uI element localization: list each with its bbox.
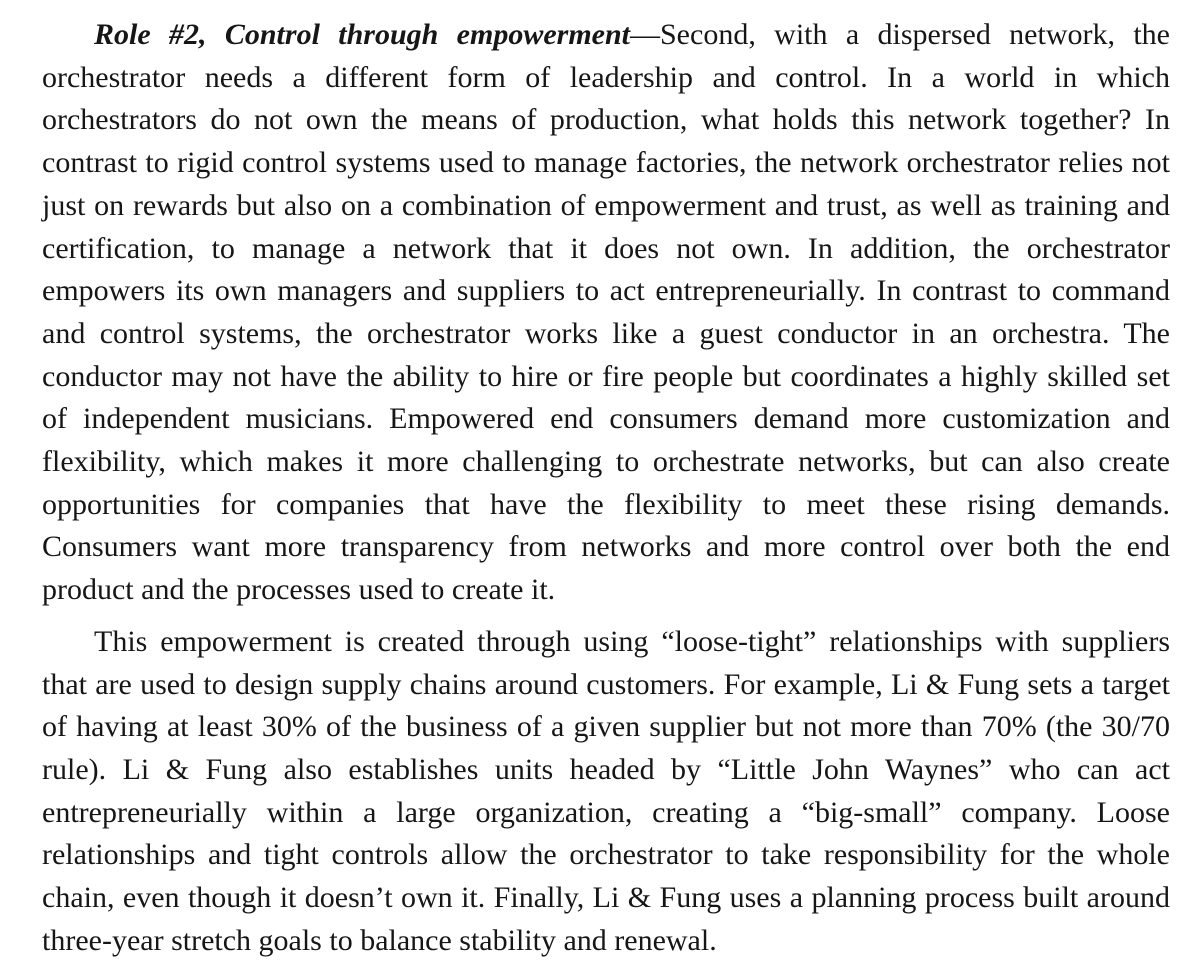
document-page	[42, 14, 1170, 962]
paragraph-empowerment	[42, 621, 1170, 963]
paragraph-body: This empowerment is created through using “loose-tight” relationships with suppliers that are used to design supply chains around customers. For example, Li & Fung sets a target of having at least 30% of the business of a given supplier but not more than 70% (the 30/70 rule). Li & Fung also establishes units headed by “Little John Waynes” who can act entrepreneurially within a large organization, creating a “big-small” company. Loose relationships and tight controls allow the orchestrator to take responsibility for the whole chain, even though it doesn’t own it. Finally, Li & Fung uses a planning process built around three-year stretch goals to balance stability and renewal.	[42, 624, 1170, 957]
paragraph-body: —Second, with a dispersed network, the orchestrator needs a different form of leadership and control. In a world in which orchestrators do not own the means of production, what holds this network together? In contrast to rigid control systems used to manage factories, the network orchestrator relies not just on rewards but also on a combination of empowerment and trust, as well as training and certification, to manage a network that it does not own. In addition, the orchestrator empowers its own managers and suppliers to act entrepreneurially. In contrast to command and control systems, the orchestrator works like a guest conductor in an orchestra. The conductor may not have the ability to hire or fire people but coordinates a highly skilled set of independent musicians. Empowered end consumers demand more customization and flexibility, which makes it more challenging to orchestrate networks, but can also create opportunities for companies that have the flexibility to meet these rising demands. Consumers want more transparency from networks and more control over both the end product and the processes used to create it.	[42, 18, 1170, 607]
paragraph-role-2	[42, 14, 1170, 612]
section-lead-heading: Role #2, Control through empowerment	[94, 18, 630, 51]
